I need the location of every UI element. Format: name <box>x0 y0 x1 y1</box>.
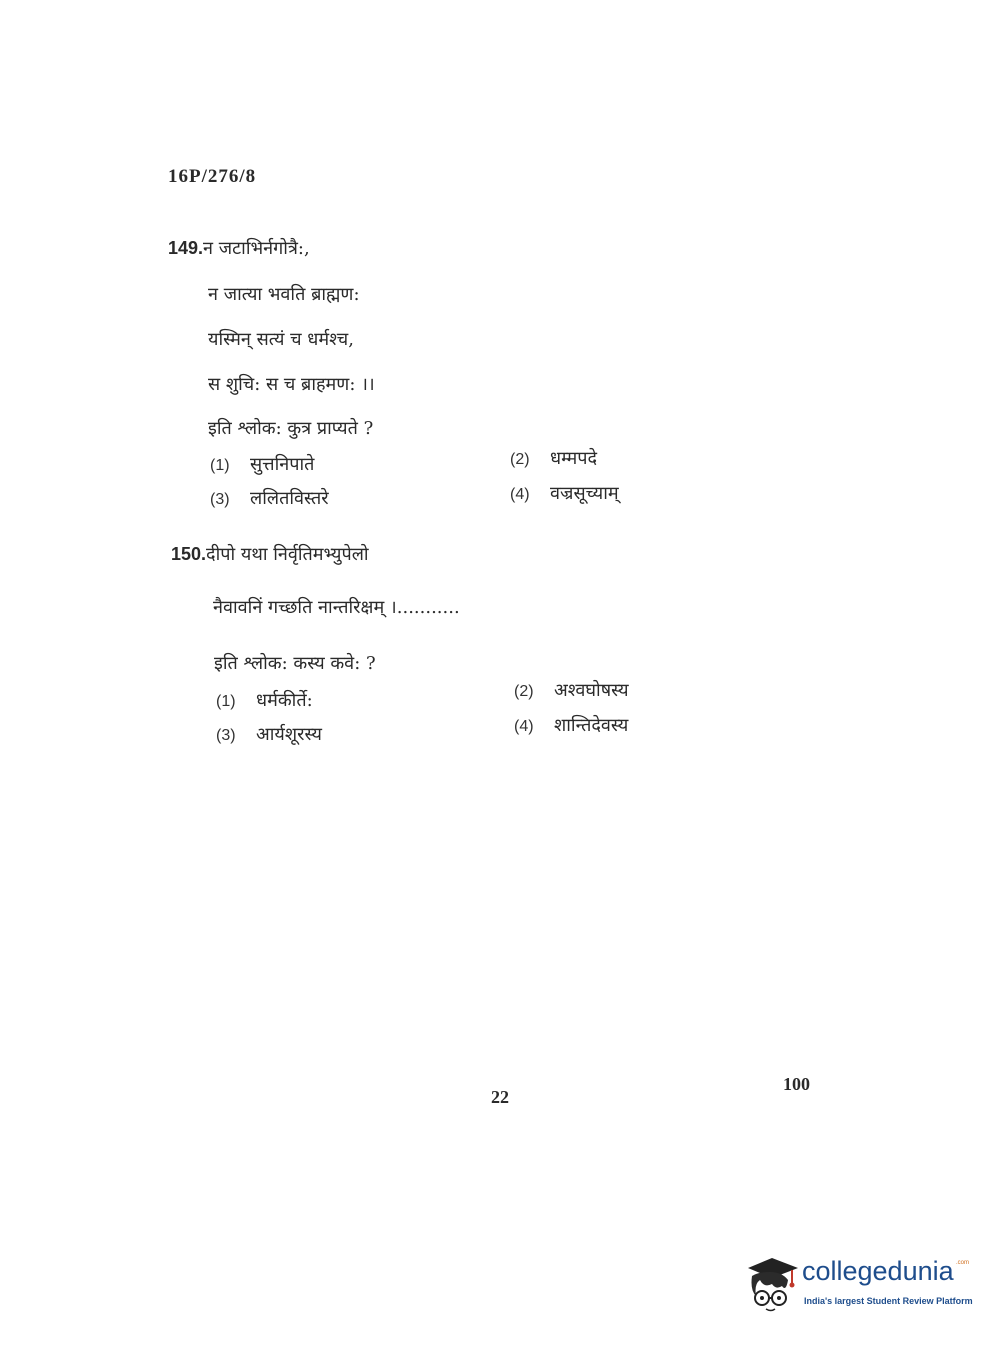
option-text: आर्यशूरस्य <box>256 724 322 745</box>
verse-line: स शुचि: स च ब्राहमण: ।। <box>208 374 375 395</box>
option-3 <box>216 722 322 746</box>
option-number: (4) <box>510 486 530 503</box>
verse-line: नैवावनिं गच्छति नान्तरिक्षम् ।........... <box>213 597 460 618</box>
option-number: (3) <box>210 491 230 508</box>
question-149-first-line <box>168 236 310 260</box>
option-3 <box>210 486 329 510</box>
option-number: (2) <box>514 683 534 700</box>
collegedunia-logo <box>742 1250 972 1320</box>
option-text: ललितविस्तरे <box>250 488 329 509</box>
option-number: (2) <box>510 451 530 468</box>
option-text: अश्वघोषस्य <box>554 680 629 701</box>
option-text: सुत्तनिपाते <box>250 454 315 475</box>
verse-line: न जात्या भवति ब्राह्मण: <box>208 284 360 305</box>
option-text: शान्तिदेवस्य <box>554 715 629 736</box>
question-prompt: इति श्लोक: कुत्र प्राप्यते ? <box>208 418 374 439</box>
question-prompt: इति श्लोक: कस्य कवे: ? <box>214 653 376 674</box>
paper-code: 16P/276/8 <box>168 166 257 187</box>
option-2 <box>510 446 597 470</box>
question-number: 150. <box>171 544 207 564</box>
question-number: 149. <box>168 238 204 258</box>
option-4 <box>510 481 619 505</box>
option-4 <box>514 713 628 737</box>
logo-domain: .com <box>956 1260 970 1266</box>
verse-line: यस्मिन् सत्यं च धर्मश्च, <box>208 329 354 350</box>
option-text: धम्मपदे <box>550 448 597 469</box>
logo-wordmark: collegedunia <box>802 1256 954 1286</box>
verse-line: न जटाभिर्नगोत्रै:, <box>203 238 310 259</box>
option-number: (4) <box>514 718 534 735</box>
option-text: धर्मकीर्ते: <box>256 690 313 711</box>
option-1 <box>210 452 314 476</box>
option-number: (3) <box>216 727 236 744</box>
question-150-first-line <box>171 542 369 566</box>
option-1 <box>216 688 313 712</box>
option-number: (1) <box>216 693 236 710</box>
page-number: 22 <box>491 1087 509 1107</box>
total-marks: 100 <box>783 1074 810 1094</box>
option-number: (1) <box>210 457 230 474</box>
logo-tagline: India's largest Student Review Platform <box>804 1296 973 1306</box>
option-text: वज्रसूच्याम् <box>550 483 619 504</box>
mascot-icon <box>742 1250 802 1314</box>
option-2 <box>514 678 629 702</box>
verse-line: दीपो यथा निर्वृतिमभ्युपेलो <box>206 544 369 565</box>
